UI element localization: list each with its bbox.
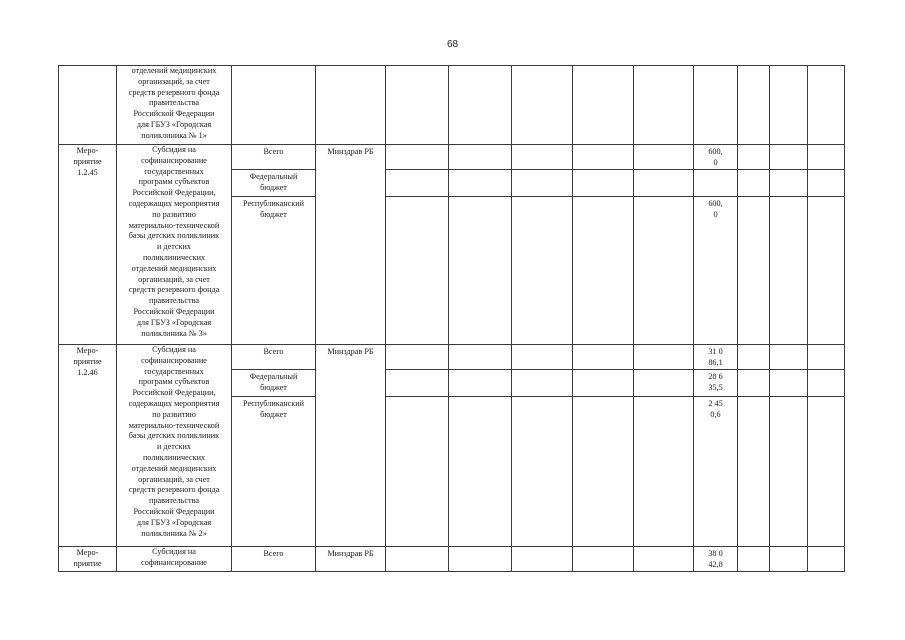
description-line: правительства [149, 296, 199, 306]
empty-cell [386, 547, 449, 572]
empty-cell [738, 66, 770, 145]
value-cell [694, 345, 738, 370]
description-line: Субсидия на [152, 547, 196, 556]
value-line: 600, [708, 147, 723, 156]
funding-source-line: бюджет [260, 382, 287, 392]
description-cell [117, 145, 232, 345]
description-line: содержащих мероприятия [128, 198, 220, 208]
description-line: правительства [149, 496, 199, 506]
funding-source-line: бюджет [260, 209, 287, 219]
description-line: и детских [157, 442, 191, 452]
funding-source-line: Всего [263, 347, 284, 356]
empty-cell [449, 547, 512, 572]
empty-cell [634, 170, 694, 197]
executor-cell: Минздрав РБ [316, 145, 386, 345]
empty-cell [386, 197, 449, 345]
empty-cell [770, 170, 808, 197]
value-cell [694, 66, 738, 145]
description-line: государственных [144, 366, 204, 376]
empty-cell [738, 145, 770, 170]
empty-cell [770, 66, 808, 145]
empty-cell [808, 345, 845, 370]
description-line: софинансирование [141, 155, 207, 165]
empty-cell [512, 170, 573, 197]
empty-cell [770, 397, 808, 547]
description-line: отделений медицинских [131, 66, 217, 75]
empty-cell [449, 197, 512, 345]
description-line: поликлиника № 3» [141, 328, 207, 338]
value-line: 0 [713, 157, 718, 167]
empty-cell [808, 145, 845, 170]
description-line: программ субъектов [138, 377, 210, 387]
value-line: 0,6 [710, 409, 721, 419]
description-line: программ субъектов [138, 177, 210, 187]
funding-source-cell [232, 170, 316, 197]
description-line: базы детских поликлиник [128, 231, 220, 241]
funding-source-line: Республиканский [243, 399, 304, 408]
empty-cell [449, 370, 512, 397]
value-cell [694, 547, 738, 572]
measure-code-line: Меро- [76, 146, 99, 155]
empty-cell [738, 345, 770, 370]
empty-cell [808, 397, 845, 547]
empty-cell [386, 370, 449, 397]
empty-cell [808, 370, 845, 397]
description-line: правительства [149, 98, 199, 108]
empty-cell [738, 197, 770, 345]
empty-cell [634, 547, 694, 572]
empty-cell [634, 397, 694, 547]
description-line: софинансирование [141, 355, 207, 365]
empty-cell [573, 547, 634, 572]
description-line: отделений медицинских [131, 463, 217, 473]
funding-source-cell [232, 547, 316, 572]
empty-cell [738, 547, 770, 572]
description-line: для ГБУЗ «Городская [136, 517, 212, 527]
value-cell [694, 370, 738, 397]
description-line: организаций, за счет [138, 474, 210, 484]
value-line: 35,5 [708, 382, 723, 392]
empty-cell [634, 145, 694, 170]
empty-cell [512, 370, 573, 397]
description-line: софинансирование [141, 557, 207, 567]
empty-cell [770, 345, 808, 370]
funding-source-cell [232, 145, 316, 170]
page-number: 68 [446, 39, 459, 50]
measure-row [59, 345, 845, 370]
measure-code-line: приятие [73, 156, 102, 166]
continuation-row [59, 66, 845, 145]
description-line: отделений медицинских [131, 263, 217, 273]
description-line: содержащих мероприятия [128, 398, 220, 408]
description-line: поликлинических [142, 452, 206, 462]
empty-cell [449, 170, 512, 197]
empty-cell [808, 66, 845, 145]
description-line: материально-технической [128, 420, 220, 430]
empty-cell [634, 197, 694, 345]
funding-source-line: бюджет [260, 409, 287, 419]
measure-code-line: Меро- [76, 548, 99, 557]
empty-cell [573, 397, 634, 547]
empty-cell [573, 145, 634, 170]
empty-cell [770, 547, 808, 572]
description-line: средств резервного фонда [128, 485, 220, 495]
description-cell [117, 66, 232, 145]
description-line: поликлинических [142, 252, 206, 262]
value-cell [694, 197, 738, 345]
empty-cell [512, 397, 573, 547]
description-line: материально-технической [128, 220, 220, 230]
description-line: Субсидия на [152, 145, 196, 154]
description-line: по развитию [152, 209, 196, 219]
funding-source-line: Всего [263, 549, 284, 558]
description-line: Российской Федерации, [132, 188, 216, 198]
executor-cell: Минздрав РБ [316, 547, 386, 572]
empty-cell [386, 66, 449, 145]
measure-code-cell [59, 345, 117, 547]
description-line: Российской Федерации [133, 109, 215, 119]
empty-cell [449, 397, 512, 547]
empty-cell [770, 370, 808, 397]
value-cell [694, 170, 738, 197]
funding-source-line: Федеральный [249, 172, 298, 181]
empty-cell [573, 345, 634, 370]
value-line: 42,8 [708, 559, 723, 569]
funding-source-line: Всего [263, 147, 284, 156]
description-line: для ГБУЗ «Городская [136, 317, 212, 327]
empty-cell [512, 547, 573, 572]
description-line: организаций, за счет [138, 76, 210, 86]
measure-code-line: 1.2.46 [77, 367, 98, 377]
budget-table [58, 65, 845, 572]
description-line: по развитию [152, 409, 196, 419]
empty-cell [449, 66, 512, 145]
description-line: средств резервного фонда [128, 87, 220, 97]
description-line: и детских [157, 242, 191, 252]
description-line: организаций, за счет [138, 274, 210, 284]
description-line: поликлиника № 1» [141, 130, 207, 140]
funding-source-line: бюджет [260, 182, 287, 192]
description-line: Российской Федерации [133, 506, 215, 516]
value-line: 0 [713, 209, 718, 219]
measure-code-line: Меро- [76, 346, 99, 355]
empty-cell [770, 145, 808, 170]
measure-row [59, 547, 845, 572]
value-line: 31 0 [708, 347, 723, 356]
empty-cell [634, 66, 694, 145]
empty-cell [512, 345, 573, 370]
empty-cell [386, 345, 449, 370]
measure-code-line: приятие [73, 558, 102, 568]
funding-source-cell [232, 370, 316, 397]
empty-cell [808, 547, 845, 572]
empty-cell [573, 66, 634, 145]
executor-cell: Минздрав РБ [316, 345, 386, 547]
empty-cell [386, 170, 449, 197]
empty-cell [634, 345, 694, 370]
funding-source-cell [232, 397, 316, 547]
funding-source-line: Республиканский [243, 199, 304, 208]
empty-cell [386, 397, 449, 547]
measure-code-line: 1.2.45 [77, 167, 98, 177]
description-cell [117, 345, 232, 547]
description-line: государственных [144, 166, 204, 176]
empty-cell [634, 370, 694, 397]
empty-cell [738, 370, 770, 397]
empty-cell [808, 197, 845, 345]
source-cell [232, 66, 316, 145]
funding-source-line: Федеральный [249, 372, 298, 381]
empty-cell [573, 170, 634, 197]
description-line: Российской Федерации, [132, 388, 216, 398]
description-line: Субсидия на [152, 345, 196, 354]
empty-cell [386, 145, 449, 170]
empty-cell [573, 370, 634, 397]
code-cell [59, 66, 117, 145]
description-line: для ГБУЗ «Городская [136, 119, 212, 129]
empty-cell [738, 397, 770, 547]
empty-cell [770, 197, 808, 345]
description-line: средств резервного фонда [128, 285, 220, 295]
description-cell [117, 547, 232, 572]
empty-cell [573, 197, 634, 345]
value-line: 2 45 [708, 399, 723, 408]
measure-row [59, 145, 845, 170]
value-cell [694, 397, 738, 547]
funding-source-cell [232, 197, 316, 345]
measure-code-cell [59, 145, 117, 345]
value-line: 600, [708, 199, 723, 208]
description-line: поликлиника № 2» [141, 528, 207, 538]
description-line: Российской Федерации [133, 306, 215, 316]
value-line: 86,1 [708, 357, 723, 367]
value-cell [694, 145, 738, 170]
funding-source-cell [232, 345, 316, 370]
measure-code-line: приятие [73, 356, 102, 366]
empty-cell [449, 345, 512, 370]
empty-cell [449, 145, 512, 170]
empty-cell [808, 170, 845, 197]
empty-cell [512, 197, 573, 345]
empty-cell [512, 145, 573, 170]
executor-cell [316, 66, 386, 145]
value-line: 28 6 [708, 372, 723, 381]
description-line: базы детских поликлиник [128, 431, 220, 441]
value-line: 38 0 [708, 549, 723, 558]
empty-cell [738, 170, 770, 197]
measure-code-cell [59, 547, 117, 572]
empty-cell [512, 66, 573, 145]
